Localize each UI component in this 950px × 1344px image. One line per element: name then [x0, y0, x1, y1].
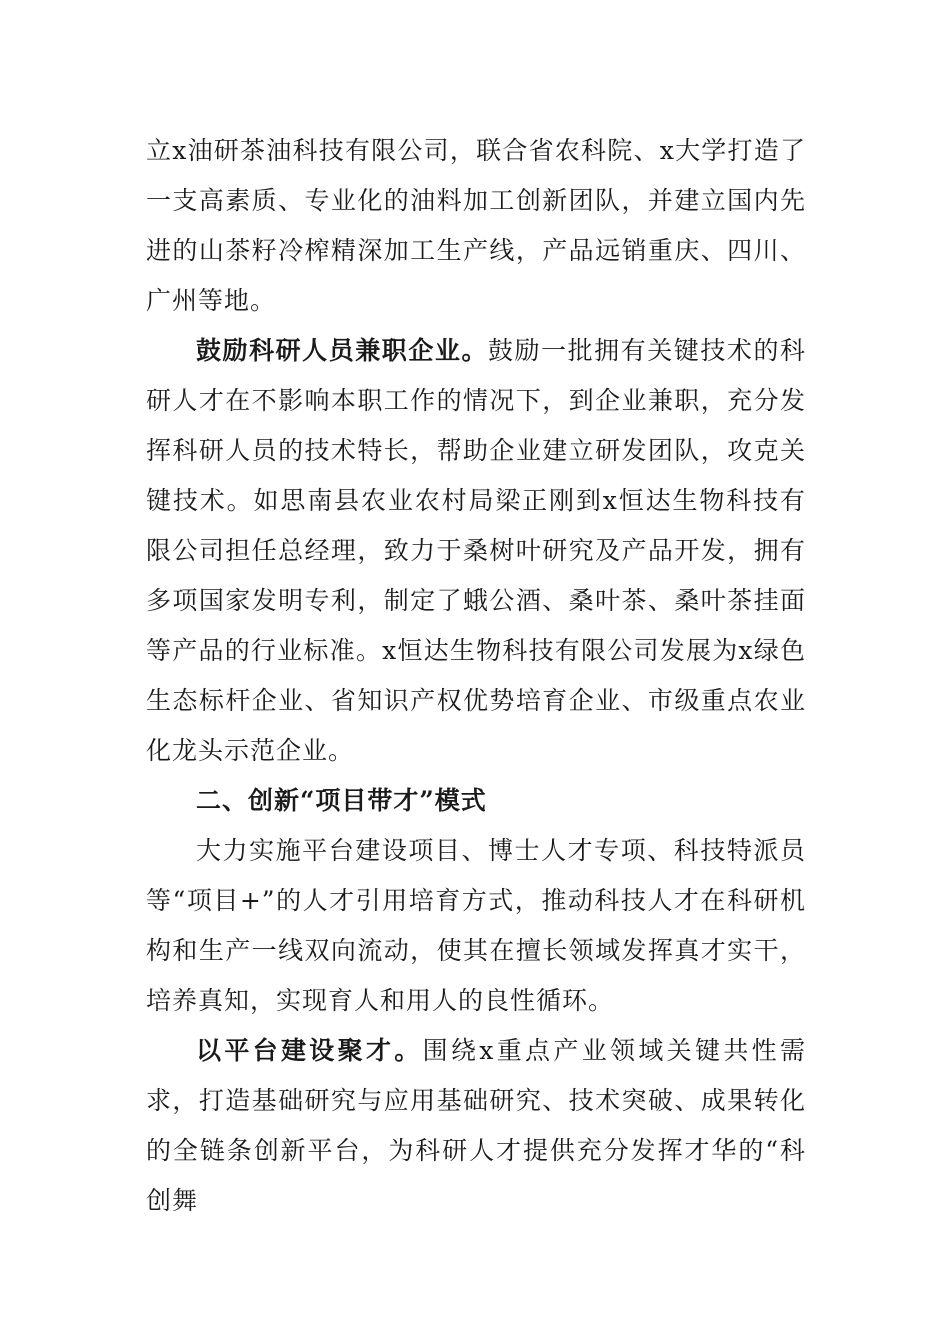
paragraph-project-talent	[146, 826, 806, 1026]
paragraph-lead-heading: 以平台建设聚才。	[196, 1036, 423, 1065]
paragraph-text: 大力实施平台建设项目、博士人才专项、科技特派员等“项目+”的人才引用培育方式，推动科技人才在科研机构和生产一线双向流动，使其在擅长领域发挥真才实干，培养真知，实现育人和用人的良性循环。	[146, 836, 806, 1015]
paragraph-lead-heading: 鼓励科研人员兼职企业。	[196, 336, 488, 365]
document-body	[146, 126, 806, 1226]
paragraph-text: 立x油研茶油科技有限公司，联合省农科院、x大学打造了一支高素质、专业化的油料加工创新团队，并建立国内先进的山茶籽冷榨精深加工生产线，产品远销重庆、四川、广州等地。	[146, 136, 806, 315]
paragraph-continuation	[146, 126, 806, 326]
paragraph-text: 围绕x重点产业领域关键共性需求，打造基础研究与应用基础研究、技术突破、成果转化的全链条创新平台，为科研人才提供充分发挥才华的“科创舞	[146, 1036, 806, 1215]
paragraph-text: 鼓励一批拥有关键技术的科研人才在不影响本职工作的情况下，到企业兼职，充分发挥科研人员的技术特长，帮助企业建立研发团队，攻克关键技术。如思南县农业农村局梁正刚到x恒达生物科技有限公司担任总经理，致力于桑树叶研究及产品开发，拥有多项国家发明专利，制定了蛾公酒、桑叶茶、桑叶茶挂面等产品的行业标准。x恒达生物科技有限公司发展为x绿色生态标杆企业、省知识产权优势培育企业、市级重点农业化龙头示范企业。	[146, 336, 806, 765]
section-heading: 二、创新“项目带才”模式	[196, 786, 487, 815]
paragraph-platform-building	[146, 1026, 806, 1226]
paragraph-researchers-part-time	[146, 326, 806, 776]
